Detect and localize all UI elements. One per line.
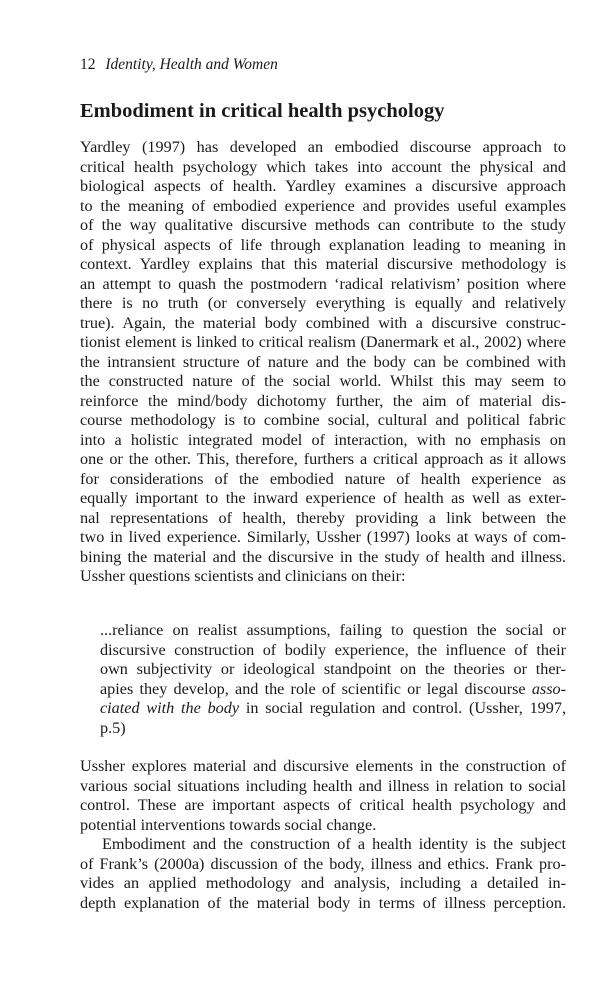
text-line: tionist element is linked to critical realism (Danermark et al., 2002) where (80, 333, 566, 351)
text-line: the constructed nature of the social world. Whilst this may seem to (80, 372, 566, 390)
section-heading: Embodiment in critical health psychology (80, 100, 445, 122)
text-line: the intransient structure of nature and the body can be combined with (80, 352, 566, 371)
text-line: true). Again, the material body combined with a discursive construc- (80, 313, 566, 332)
text-line: Yardley (1997) has developed an embodied discourse approach to (80, 138, 566, 156)
paragraph-3 (80, 835, 566, 913)
text-line: Embodiment and the construction of a health identity is the subject (102, 835, 566, 853)
text-line: of physical aspects of life through explanation leading to meaning in (80, 235, 566, 254)
text-line: of Frank’s (2000a) discussion of the body, illness and ethics. Frank pro- (80, 854, 566, 873)
quote-emphasis: asso- (531, 679, 566, 698)
quote-line (100, 699, 566, 719)
quote-line: p.5) (100, 718, 126, 737)
text-line: Ussher explores material and discursive elements in the construction of (80, 757, 566, 775)
text-line: two in lived experience. Similarly, Ussher (1997) looks at ways of com- (80, 528, 566, 546)
quote-text: in social regulation and control. (Ussher, 1997, (239, 699, 566, 717)
text-line: equally important to the inward experience of health as well as exter- (80, 489, 566, 507)
text-line: depth explanation of the material body in terms of illness perception. (80, 893, 566, 912)
text-line: various social situations including health and illness in relation to social (80, 776, 566, 795)
quote-line: own subjectivity or ideological standpoint on the theories or ther- (100, 660, 566, 678)
text-line: for considerations of the embodied nature of health experience as (80, 469, 566, 488)
quote-line (100, 680, 566, 700)
text-line: potential interventions towards social change. (80, 815, 377, 834)
text-line: an attempt to quash the postmodern ‘radical relativism’ position where (80, 274, 566, 293)
paragraph-2 (80, 757, 566, 835)
text-line: critical health psychology which takes into account the physical and (80, 157, 566, 176)
quote-line: discursive construction of bodily experience, the influence of their (100, 640, 566, 659)
text-line: reinforce the mind/body dichotomy further, the aim of material dis- (80, 391, 566, 410)
text-line: control. These are important aspects of critical health psychology and (80, 796, 566, 814)
quote-text: apies they develop, and the role of scientific or legal discourse (100, 679, 532, 698)
text-line: biological aspects of health. Yardley examines a discursive approach (80, 177, 566, 195)
text-line: into a holistic integrated model of interaction, with no emphasis on (80, 430, 566, 449)
text-line: context. Yardley explains that this material discursive methodology is (80, 255, 566, 273)
quote-line: ...reliance on realist assumptions, failing to question the social or (100, 621, 566, 639)
text-line: Ussher questions scientists and clinicians on their: (80, 567, 406, 585)
text-line: bining the material and the discursive in the study of health and illness. (80, 547, 566, 566)
text-line: to the meaning of embodied experience and provides useful examples (80, 196, 566, 215)
text-line: of the way qualitative discursive methods can contribute to the study (80, 216, 566, 234)
text-line: nal representations of health, thereby providing a link between the (80, 508, 566, 527)
text-line: there is no truth (or conversely everything is equally and relatively (80, 294, 566, 312)
book-title: Identity, Health and Women (105, 56, 278, 73)
running-head (80, 55, 278, 75)
text-line: course methodology is to combine social, cultural and political fabric (80, 411, 566, 429)
page-number: 12 (80, 56, 96, 73)
paragraph-1 (80, 138, 566, 587)
text-line: one or the other. This, therefore, furthers a critical approach as it allows (80, 450, 566, 468)
block-quote (100, 621, 566, 738)
text-line: vides an applied methodology and analysis, including a detailed in- (80, 874, 566, 892)
quote-emphasis: ciated with the body (100, 699, 240, 717)
